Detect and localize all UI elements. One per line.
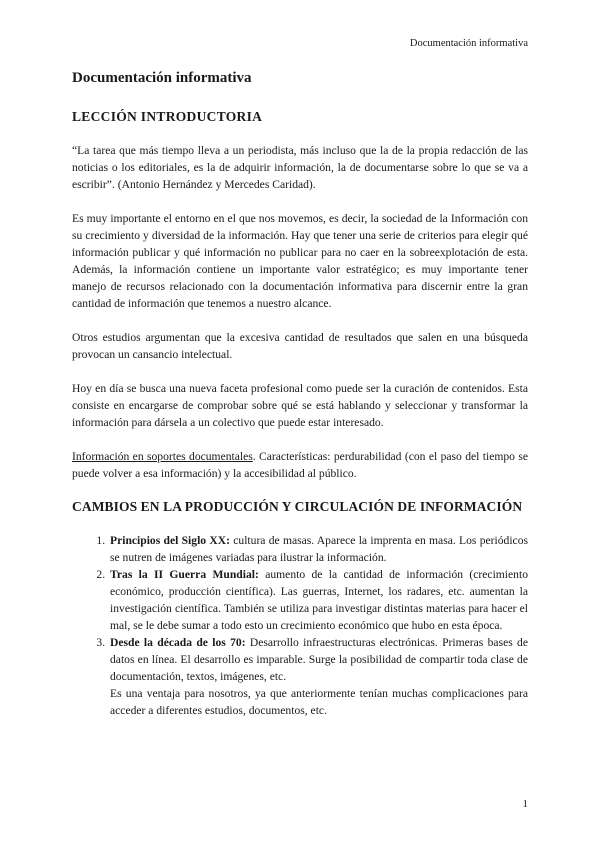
paragraph-curation: Hoy en día se busca una nueva faceta profesional como puede ser la curación de contenidos. Esta consiste en encargarse de comprobar sobre qué se está hablando y seleccionar y transformar la información para dársela a un colectivo que puede estar interesado.	[72, 382, 528, 429]
changes-list	[72, 532, 528, 719]
section-heading-changes: CAMBIOS EN LA PRODUCCIÓN Y CIRCULACIÓN DE INFORMACIÓN	[72, 499, 523, 514]
list-item	[108, 532, 528, 566]
list-item	[108, 566, 528, 634]
list-item-text: aumento de la cantidad de información (crecimiento económico, producción científica). Las guerras, Internet, los radares, etc. aumentan la investigación científica. También se utiliza para investigar distintas materias para hacer el mal, se le debe sumar a todo esto un crecimiento económico que hubo en esta época.	[110, 568, 528, 632]
running-header: Documentación informativa	[409, 38, 528, 49]
paragraph-rest: . Características: perdurabilidad (con el paso del tiempo se puede volver a esa información) y la accesibilidad al público.	[72, 450, 528, 480]
list-item-text: cultura de masas. Aparece la imprenta en masa. Los periódicos se nutren de imágenes variadas para ilustrar la información.	[110, 534, 529, 564]
underlined-term: Información en soportes documentales	[72, 450, 253, 463]
list-item	[108, 634, 528, 719]
list-item-text: Desarrollo infraestructuras electrónicas. Primeras bases de datos en línea. El desarrollo es imparable. Surge la posibilidad de compartir toda clase de documentación, textos, imágenes, etc.	[110, 636, 528, 683]
page-number: 1	[522, 798, 528, 810]
list-item-term: Desde la década de los 70:	[110, 636, 246, 649]
list-item-term: Principios del Siglo XX:	[110, 534, 230, 547]
list-item-term: Tras la II Guerra Mundial:	[110, 568, 259, 581]
paragraph-studies: Otros estudios argumentan que la excesiva cantidad de resultados que salen en una búsqueda provocan un cansancio intelectual.	[72, 331, 528, 361]
list-item-extra: Es una ventaja para nosotros, ya que anteriormente tenían muchas complicaciones para acceder a diferentes estudios, documentos, etc.	[110, 687, 528, 717]
paragraph-environment: Es muy importante el entorno en el que nos movemos, es decir, la sociedad de la Información con su crecimiento y diversidad de la información. Hay que tener una serie de criterios para elegir qué información publicar y qué información no publicar para no caer en la sobreexplotación de esta. Además, la información contiene un importante valor estratégico; es muy importante tener manejo de recursos relacionado con la documentación informativa para discernir entre la gran cantidad de información que tenemos a nuestro alcance.	[72, 212, 528, 310]
page-content	[72, 70, 528, 719]
quote-paragraph: “La tarea que más tiempo lleva a un periodista, más incluso que la de la propia redacción de las noticias o los editoriales, es la de adquirir información, la de documentarse sobre lo que se va a escribir”. (Antonio Hernández y Mercedes Caridad).	[72, 144, 528, 191]
paragraph-documentary-supports	[72, 448, 528, 482]
document-title: Documentación informativa	[72, 70, 252, 86]
section-heading-intro: LECCIÓN INTRODUCTORIA	[72, 109, 263, 124]
